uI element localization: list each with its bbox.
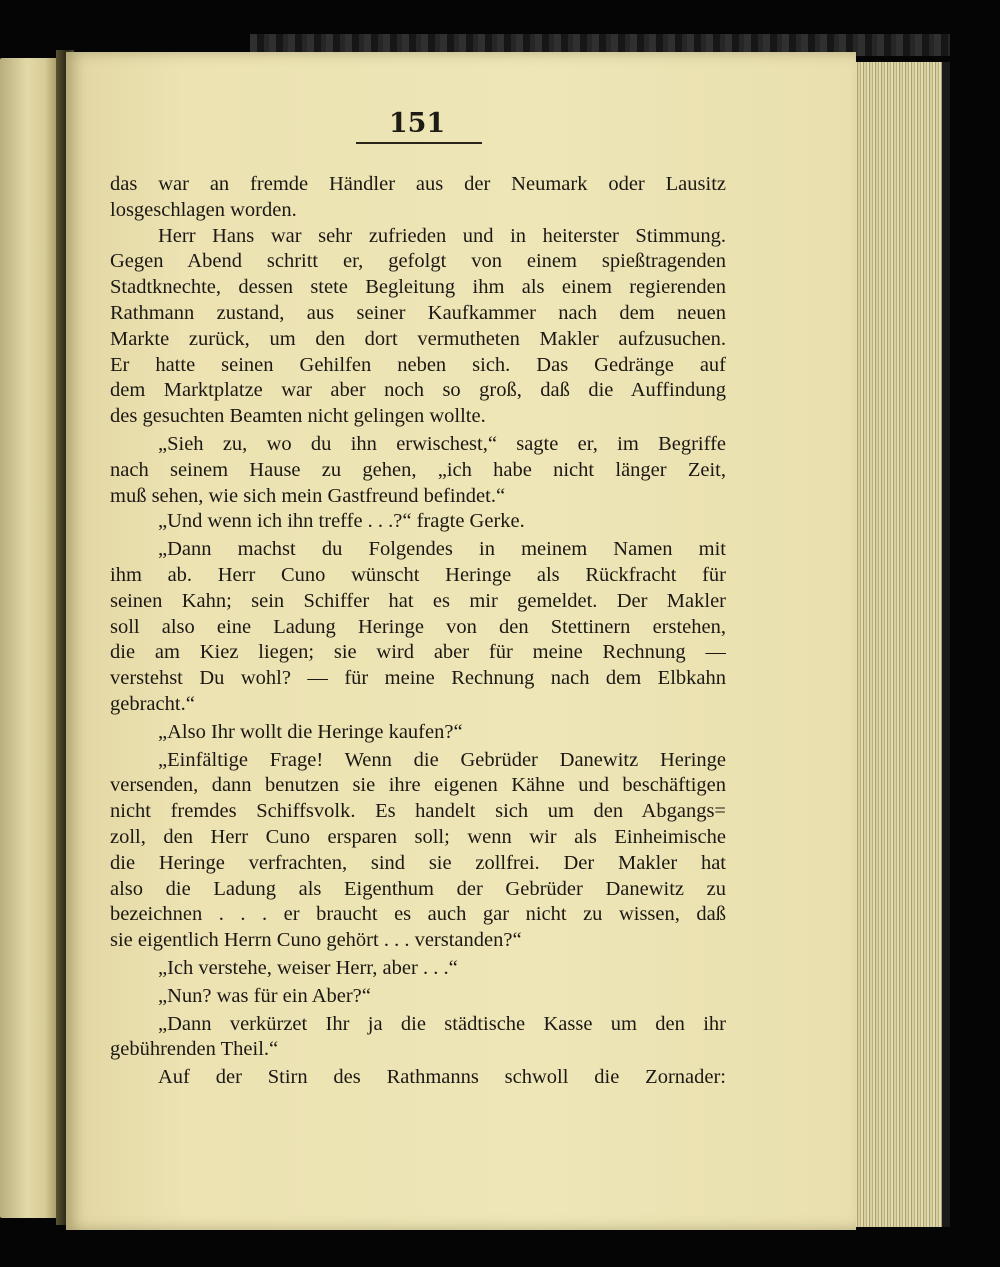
text-line: Auf der Stirn des Rathmanns schwoll die Zornader:: [158, 1066, 726, 1089]
text-line: „Dann verkürzet Ihr ja die städtische Kasse um den ihr: [158, 1012, 726, 1035]
text-line: „Ich verstehe, weiser Herr, aber . . .“: [158, 956, 458, 979]
text-line: gebührenden Theil.“: [110, 1038, 279, 1061]
text-line: „Einfältige Frage! Wenn die Gebrüder Danewitz Heringe: [158, 748, 726, 771]
text-line: bezeichnen . . . er braucht es auch gar nicht zu wissen, daß: [110, 903, 726, 926]
text-line: zoll, den Herr Cuno ersparen soll; wenn wir als Einheimische: [110, 825, 726, 848]
text-line: „Nun? was für ein Aber?“: [158, 984, 371, 1007]
text-line: Gegen Abend schritt er, gefolgt von einem spießtragenden: [110, 250, 726, 273]
text-line: die am Kiez liegen; sie wird aber für meine Rechnung —: [110, 641, 726, 664]
text-line: „Dann machst du Folgendes in meinem Namen mit: [158, 538, 726, 561]
text-line: verstehst Du wohl? — für meine Rechnung nach dem Elbkahn: [110, 667, 726, 690]
text-line: losgeschlagen worden.: [110, 198, 297, 221]
text-line: „Und wenn ich ihn treffe . . .?“ fragte Gerke.: [158, 510, 525, 533]
text-line: des gesuchten Beamten nicht gelingen wollte.: [110, 405, 486, 428]
text-line: „Also Ihr wollt die Heringe kaufen?“: [158, 720, 463, 743]
page-number-rule: [356, 142, 482, 144]
text-line: dem Marktplatze war aber noch so groß, daß die Auffindung: [110, 379, 726, 402]
page-number: 151: [388, 108, 446, 139]
text-line: die Heringe verfrachten, sind sie zollfrei. Der Makler hat: [110, 851, 726, 874]
text-line: „Sieh zu, wo du ihn erwischest,“ sagte er, im Begriffe: [158, 432, 726, 455]
text-line: also die Ladung als Eigenthum der Gebrüder Danewitz zu: [110, 877, 726, 900]
text-line: Stadtknechte, dessen stete Begleitung ihm als einem regierenden: [110, 276, 726, 299]
text-line: sie eigentlich Herrn Cuno gehört . . . verstanden?“: [110, 929, 522, 952]
facing-page-edge: [0, 58, 60, 1218]
text-line: Er hatte seinen Gehilfen neben sich. Das Gedränge auf: [110, 353, 726, 376]
text-line: versenden, dann benutzen sie ihre eigenen Kähne und beschäftigen: [110, 774, 726, 797]
text-line: nach seinem Hause zu gehen, „ich habe nicht länger Zeit,: [110, 458, 726, 481]
page-fore-edge: [846, 62, 950, 1227]
text-line: Markte zurück, um den dort vermutheten Makler aufzusuchen.: [110, 327, 726, 350]
text-line: ihm ab. Herr Cuno wünscht Heringe als Rückfracht für: [110, 563, 726, 586]
text-line: soll also eine Ladung Heringe von den Stettinern erstehen,: [110, 615, 726, 638]
body-text: [110, 172, 726, 1091]
text-line: Herr Hans war sehr zufrieden und in heiterster Stimmung.: [158, 224, 726, 247]
text-line: muß sehen, wie sich mein Gastfreund befindet.“: [110, 484, 506, 507]
text-line: Rathmann zustand, aus seiner Kaufkammer nach dem neuen: [110, 301, 726, 324]
text-line: gebracht.“: [110, 692, 195, 715]
text-line: nicht fremdes Schiffsvolk. Es handelt sich um den Abgangs=: [110, 800, 726, 823]
text-line: das war an fremde Händler aus der Neumark oder Lausitz: [110, 173, 726, 195]
text-line: seinen Kahn; sein Schiffer hat es mir gemeldet. Der Makler: [110, 589, 726, 612]
